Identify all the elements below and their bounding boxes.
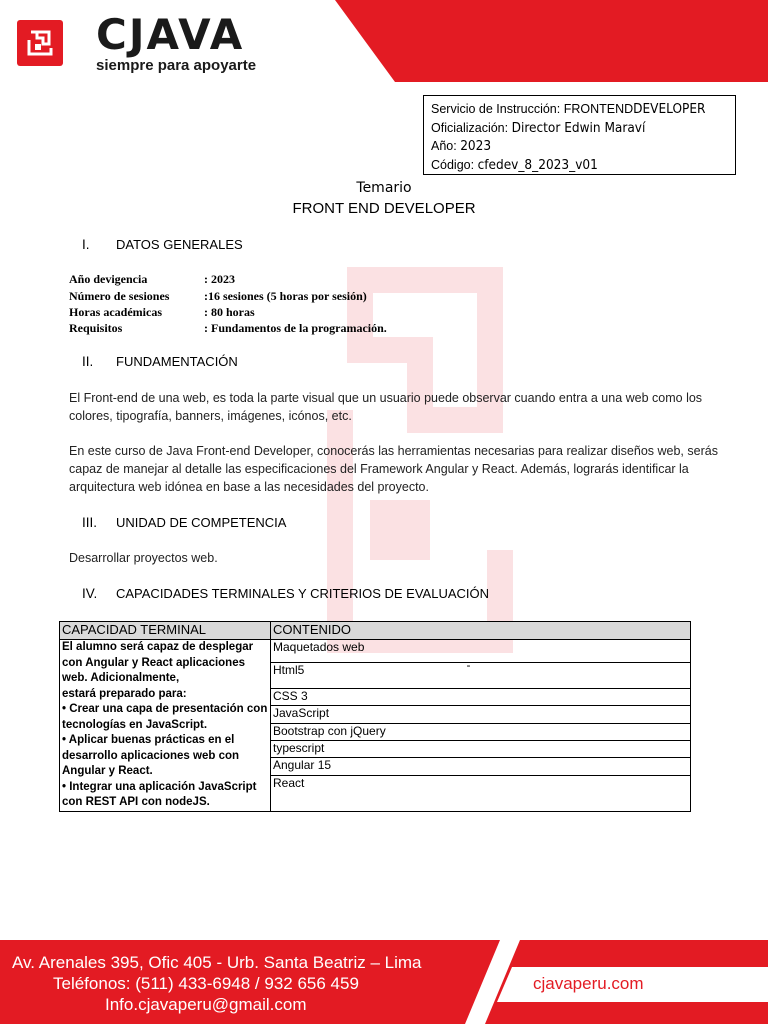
footer-website-link[interactable]: cjavaperu.com — [533, 974, 644, 993]
contenido-cell: Html5 — [271, 663, 691, 689]
info-codigo: Código: cfedev_8_2023_v01 — [431, 156, 598, 173]
cjava-logo-icon — [17, 20, 63, 66]
competencia-text: Desarrollar proyectos web. — [69, 551, 218, 565]
info-oficializacion: Oficialización: Director Edwin Maraví — [431, 119, 646, 136]
contenido-cell: Bootstrap con jQuery — [271, 723, 691, 740]
table-row — [60, 640, 691, 663]
course-title: FRONT END DEVELOPER — [292, 200, 476, 217]
brand-tagline: siempre para apoyarte — [96, 57, 257, 74]
table-header-capacidad: CAPACIDAD TERMINAL — [60, 622, 271, 640]
info-servicio: Servicio de Instrucción: FRONTENDDEVELOPER — [431, 101, 706, 117]
general-row: Año devigencia : 2023 — [69, 272, 235, 286]
general-row: Horas académicas : 80 horas — [69, 305, 255, 319]
contenido-cell: JavaScript — [271, 706, 691, 723]
capacidad-cell: El alumno será capaz de desplegar con Angular y React aplicaciones web. Adicionalmente, estará preparado para: • Crear una capa de presentación con tecnologías en JavaScript. • Aplicar buenas prácticas en el desarrollo aplicaciones web con Angular y React. • Integrar una aplicación JavaScript con REST API con nodeJS. — [60, 640, 271, 812]
contenido-cell: Maquetados web - — [271, 640, 691, 663]
temario-title: Temario — [356, 180, 412, 196]
footer-address: Av. Arenales 395, Ofic 405 - Urb. Santa Beatriz – Lima — [12, 953, 422, 972]
contenido-cell: CSS 3 — [271, 688, 691, 705]
general-row: Requisitos : Fundamentos de la programación. — [69, 321, 387, 335]
contenido-cell: React — [271, 775, 691, 811]
table-header-row — [60, 622, 691, 640]
footer-phones: Teléfonos: (511) 433-6948 / 932 656 459 — [53, 974, 359, 993]
contenido-cell: typescript — [271, 741, 691, 758]
contenido-cell: Angular 15 — [271, 758, 691, 775]
brand-name: CJAVA — [96, 10, 245, 59]
fundamentacion-paragraph-1: El Front-end de una web, es toda la parte visual que un usuario puede observar cuando entra a una web como los colores, tipografía, banners, imágenes, icónos, etc. — [69, 391, 703, 423]
dash-mark: - — [466, 657, 471, 672]
fundamentacion-paragraph-2: En este curso de Java Front-end Developer, conocerás las herramientas necesarias para realizar diseños web, serás capaz de manejar al detalle las especificaciones del Framework Angular y React. Además, lograrás identificar la arquitectura web idónea en base a las necesidades del proyecto. — [69, 444, 718, 494]
footer-email[interactable]: Info.cjavaperu@gmail.com — [105, 995, 307, 1014]
course-info-box — [423, 95, 736, 175]
info-anio: Año: 2023 — [431, 138, 492, 154]
section-unidad-competencia: III. UNIDAD DE COMPETENCIA — [82, 515, 287, 530]
section-capacidades: IV. CAPACIDADES TERMINALES Y CRITERIOS DE EVALUACIÓN — [82, 586, 490, 601]
section-datos-generales: I. DATOS GENERALES — [82, 237, 243, 252]
general-row: Número de sesiones :16 sesiones (5 horas por sesión) — [69, 289, 367, 303]
capacidades-table — [59, 621, 691, 812]
section-fundamentacion: II. FUNDAMENTACIÓN — [82, 354, 238, 369]
table-header-contenido: CONTENIDO — [271, 622, 691, 640]
